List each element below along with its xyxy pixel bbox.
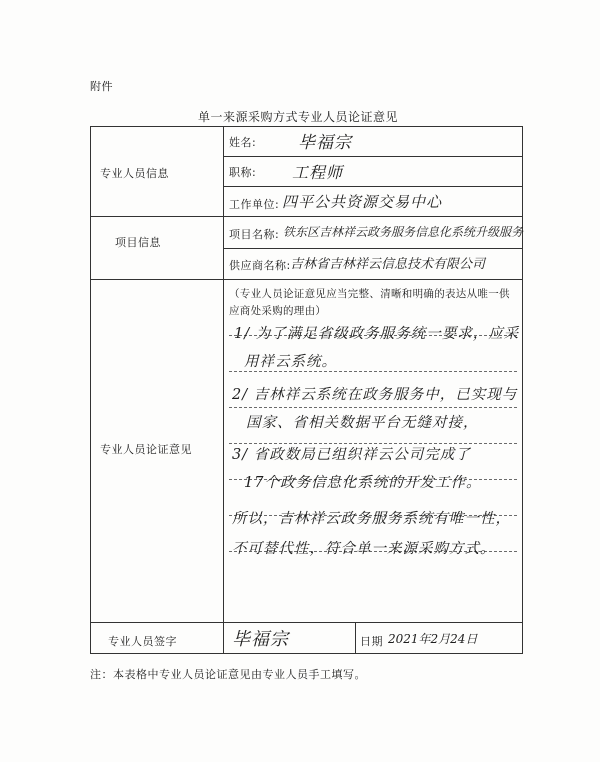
attachment-label: 附件 [90,80,113,93]
handwritten-signature: 毕福宗 [232,629,289,650]
handwritten-job-title: 工程师 [292,163,344,182]
opinion-line-7: 所以，吉林祥云政务服务系统有唯一性， [232,511,511,527]
footnote: 注：本表格中专业人员论证意见由专业人员手工填写。 [90,668,366,681]
row-divider-3 [90,622,523,623]
column-divider [223,126,224,654]
handwritten-name: 毕福宗 [298,133,352,153]
opinion-line-2: 用祥云系统。 [244,354,337,370]
opinion-line-3: 2/ 吉林祥云系统在政务服务中，已实现与 [232,387,518,403]
handwritten-work-unit: 四平公共资源交易中心 [282,193,443,211]
row-divider-1 [90,216,523,217]
table-border-top [90,126,523,127]
opinion-line-4: 国家、省相关数据平台无缝对接， [246,415,479,431]
section-project-info: 项目信息 [115,236,161,249]
project-name-label: 项目名称: [229,228,280,241]
handwritten-date: 2021年2月24日 [388,632,478,646]
row-divider-2 [90,279,523,280]
section-signature: 专业人员签字 [108,635,177,648]
handwritten-project-name: 铁东区吉林祥云政务服务信息化系统升级服务 [283,225,524,239]
table-border-bottom [90,653,523,654]
table-border-left [90,126,91,654]
field-divider-title [223,186,523,187]
opinion-line-6: 17个政务信息化系统的开发工作。 [244,475,482,491]
opinion-line-1: 1/ 为了满足省级政务服务统一要求，应采 [234,326,520,342]
work-unit-label: 工作单位: [229,198,280,211]
document-title: 单一来源采购方式专业人员论证意见 [198,110,399,124]
handwritten-supplier: 吉林省吉林祥云信息技术有限公司 [290,257,486,272]
instruction-text: （专业人员论证意见应当完整、清晰和明确的表达从唯一供应商处采购的理由） [229,288,510,317]
section-opinion: 专业人员论证意见 [100,443,192,456]
field-divider-name [223,156,523,157]
supplier-label: 供应商名称: [229,259,291,272]
name-label: 姓名: [229,136,257,149]
job-title-label: 职称: [229,166,257,179]
writing-line-3 [229,407,517,408]
opinion-line-5: 3/ 省政数局已组织祥云公司完成了 [232,447,471,463]
field-divider-project [223,248,523,249]
writing-line-2 [229,371,517,372]
opinion-line-8: 不可替代性，符合单一来源采购方式。 [232,541,496,557]
table-border-right [522,126,523,654]
signature-date-divider [355,622,356,654]
date-label: 日期 [360,635,383,648]
section-expert-info: 专业人员信息 [100,167,169,180]
